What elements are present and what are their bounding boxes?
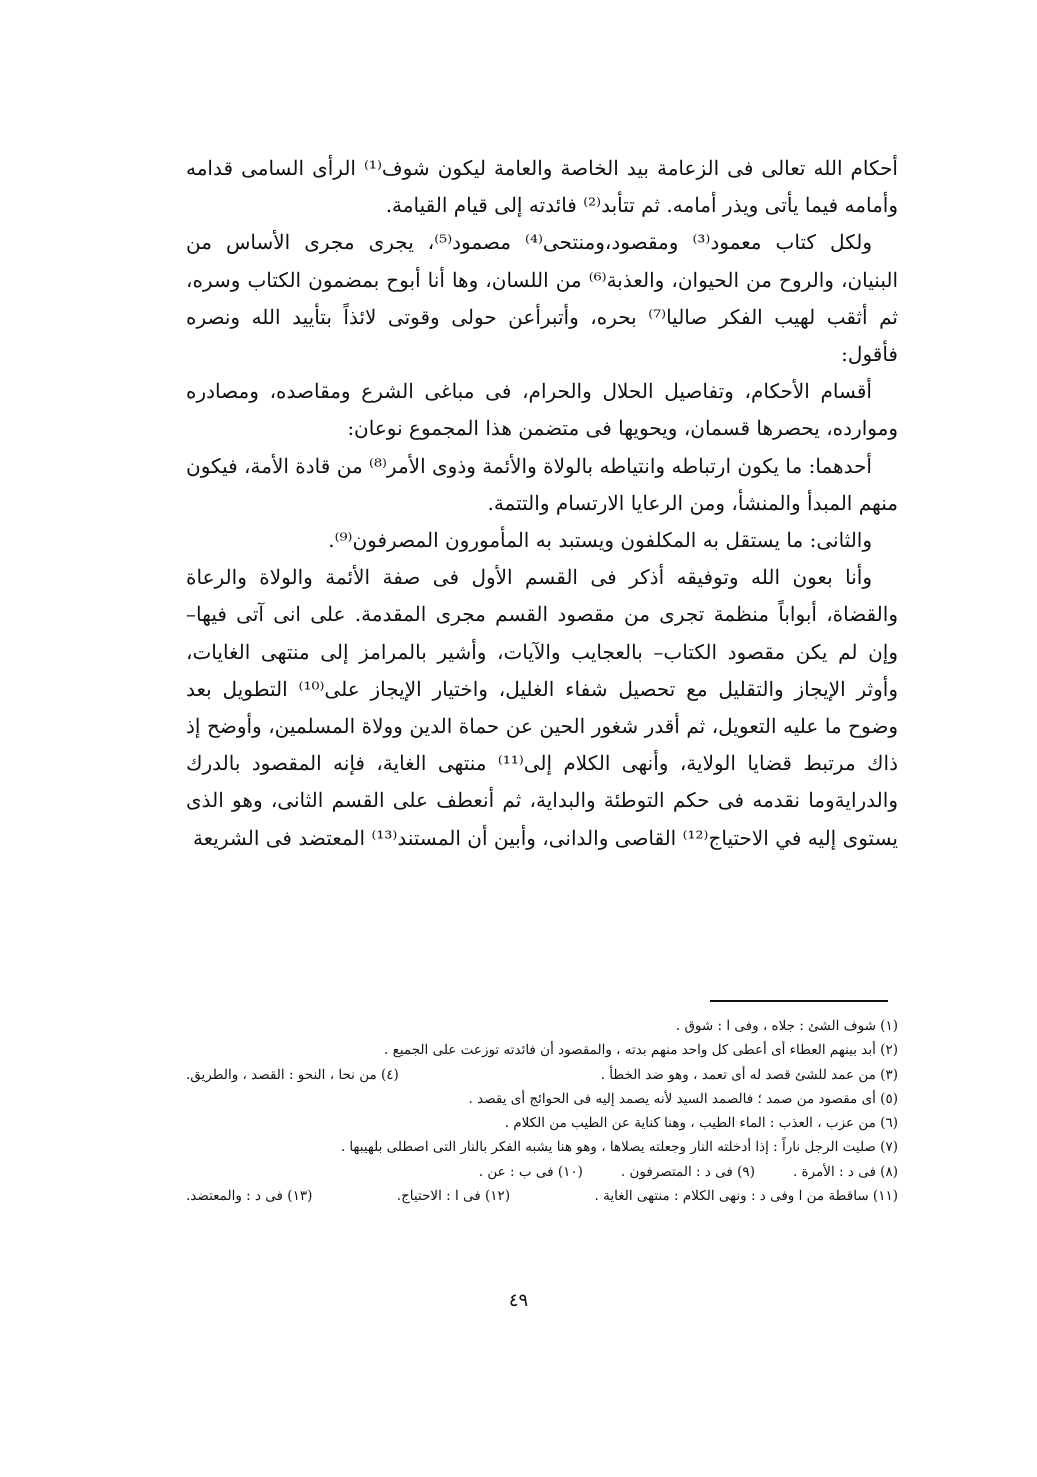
footnote-9: (٩) فى د : المتصرفون . — [620, 1163, 755, 1180]
paragraph-4: أحدهما: ما يكون ارتباطه وانتياطه بالولاة والأئمة وذوى الأمر⁽⁸⁾ من قادة الأمة، فيكون منهم المبدأ والمنشأ، ومن الرعايا الارتسام والتتمة. — [186, 453, 898, 515]
footnote-12: (١٢) فى ا : الاحتياج. — [396, 1188, 511, 1205]
paragraph-2: ولكل كتاب معمود⁽³⁾ ومقصود،ومنتحى⁽⁴⁾ مصمود⁽⁵⁾، يجرى مجرى الأساس من البنيان، والروح من الحيوان، والعذبة⁽⁶⁾ من اللسان، وها أنا أبوح بمضمون الكتاب وسره، ثم أثقب لهيب الفكر صاليا⁽⁷⁾ بحره، وأتبرأعن حولى وقوتى لائذاً بتأييد الله ونصره فأقول: — [186, 230, 899, 367]
footnote-row — [186, 1111, 898, 1135]
footnote-3: (٣) من عمد للشئ قصد له أى تعمد ، وهو ضد الخطأ . — [600, 1066, 898, 1083]
paragraph-1: أحكام الله تعالى فى الزعامة بيد الخاصة والعامة ليكون شوف⁽¹⁾ الرأى السامى قدامه وأمامه فيما يأتى ويذر أمامه. ثم تتأبد⁽²⁾ فائدته إلى قيام القيامة. — [186, 156, 898, 218]
main-text — [186, 150, 898, 857]
footnote-11: (١١) ساقطة من ا وفى د : ونهى الكلام : منتهى الغاية . — [594, 1188, 898, 1205]
paragraph-3: أقسام الأحكام، وتفاصيل الحلال والحرام، فى مباغى الشرع ومقاصده، ومصادره وموارده، يحصرها قسمان، ويحويها فى متضمن هذا المجموع نوعان: — [186, 379, 898, 441]
footnote-row — [186, 1087, 898, 1111]
footnote-10: (١٠) فى ب : عن . — [478, 1163, 583, 1180]
footnote-row — [186, 1014, 898, 1038]
footnote-6: (٦) من عزب ، العذب : الماء الطيب ، وهنا كناية عن الطيب من الكلام . — [504, 1115, 898, 1132]
footnote-7: (٧) صليت الرجل ناراً : إذا أدخلته النار وجعلته يصلاها ، وهو هنا يشبه الفكر بالنار التى اصطلى بلهيبها . — [340, 1139, 898, 1156]
paragraph-6: وأنا بعون الله وتوفيقه أذكر فى القسم الأول فى صفة الأئمة والولاة والرعاة والقضاة، أبواباً منظمة تجرى من مقصود القسم مجرى المقدمة. على انى آتى فيها– وإن لم يكن مقصود الكتاب– بالعجايب والآيات، وأشير بالمرامز إلى منتهى الغايات، وأوثر الإيجاز والتقليل مع تحصيل شفاء الغليل، واختيار الإيجاز على⁽¹⁰⁾ التطويل بعد وضوح ما عليه التعويل، ثم أقدر شغور الحين عن حماة الدين وولاة المسلمين، وأوضح إذ ذاك مرتبط قضايا الولاية، وأنهى الكلام إلى⁽¹¹⁾ منتهى الغاية، فإنه المقصود بالدرك والدرايةوما نقدمه فى حكم التوطئة والبداية، ثم أنعطف على القسم الثانى، وهو الذى يستوى إليه في الاحتياج⁽¹²⁾ القاصى والدانى، وأبين أن المستند⁽¹³⁾ المعتضد فى الشريعة — [186, 565, 898, 850]
footnote-4: (٤) من نحا ، النحو : القصد ، والطريق. — [186, 1066, 399, 1083]
footnote-8: (٨) فى د : الأمرة . — [792, 1163, 898, 1180]
footnote-13: (١٣) فى د : والمعتضد. — [186, 1188, 313, 1205]
footnotes — [186, 1014, 898, 1208]
footnote-5: (٥) أى مقصود من صمد ؛ فالصمد السيد لأنه يصمد إليه فى الحوائج أى يقصد . — [468, 1090, 898, 1107]
footnote-row — [186, 1135, 898, 1159]
paragraph-5: والثانى: ما يستقل به المكلفون ويستبد به المأمورون المصرفون⁽⁹⁾. — [328, 528, 872, 553]
footnote-2: (٢) أبد بينهم العطاء أى أعطى كل واحد منهم بدته ، والمقصود أن فائدته توزعت على الجميع . — [384, 1042, 898, 1059]
footnote-row — [186, 1038, 898, 1062]
footnote-row — [186, 1063, 898, 1087]
page-number: ٤٩ — [508, 1290, 529, 1311]
footnote-row — [186, 1184, 898, 1208]
footnote-row — [186, 1160, 898, 1184]
footnote-divider — [710, 1000, 888, 1002]
footnote-1: (١) شوف الشئ : جلاه ، وفى ا : شوق . — [675, 1018, 898, 1034]
